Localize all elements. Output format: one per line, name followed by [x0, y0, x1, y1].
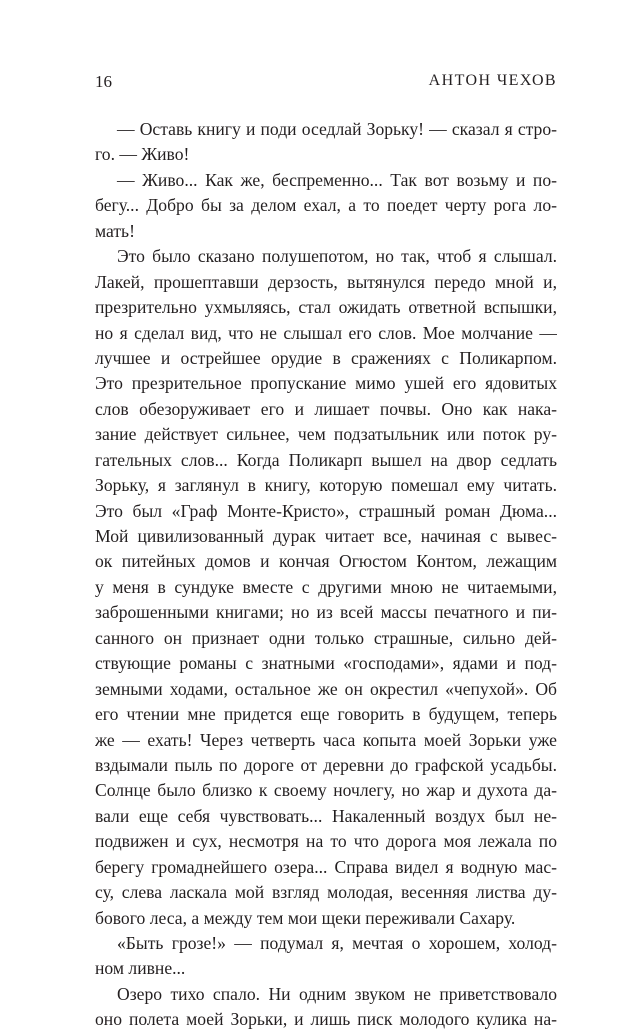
text-line: санного он признает одни только страшные, сильно дей- — [95, 627, 557, 648]
text-line: подвижен и сух, несмотря на то что дорога моя лежала по — [95, 831, 557, 852]
text-line: но я сделал вид, что не слышал его слов. Мое молчание — — [95, 322, 557, 343]
page-header — [95, 72, 557, 96]
text-line: ок питейных домов и кончая Огюстом Контом, лежащим — [95, 551, 557, 572]
text-line: мать! — [95, 220, 135, 241]
text-line: Солнце было близко к своему ночлегу, но жар и духота да- — [95, 780, 557, 801]
text-line: оно полета моей Зорьки, и лишь писк молодого кулика на- — [95, 1009, 557, 1030]
text-line: «Быть грозе!» — подумал я, мечтая о хорошем, холод- — [117, 933, 557, 953]
text-line: — Живо... Как же, беспременно... Так вот возьму и по- — [117, 169, 557, 190]
text-line: презрительно ухмыляясь, стал ожидать ответной вспышки, — [95, 297, 557, 318]
text-line: Это презрительное пропускание мимо ушей его ядовитых — [95, 373, 557, 394]
text-line: — Оставь книгу и поди оседлай Зорьку! — сказал я стро- — [117, 119, 557, 139]
text-line: вали еще себя чувствовать... Накаленный воздух был не- — [95, 805, 557, 826]
body-text — [95, 117, 557, 1033]
text-line: ствующие романы с знатными «господами», ядами и под- — [95, 653, 557, 674]
text-line: зание действует сильнее, чем подзатыльник или поток ру- — [95, 424, 557, 445]
text-line: го. — Живо! — [95, 144, 190, 165]
text-line: гательных слов... Когда Поликарп вышел на двор седлать — [95, 449, 557, 470]
text-line: Это было сказано полушепотом, но так, чтоб я слышал. — [117, 246, 557, 267]
text-line: берегу громаднейшего озера... Справа видел я водную мас- — [95, 856, 557, 877]
running-title: АНТОН ЧЕХОВ — [428, 72, 557, 89]
text-line: Лакей, прошептавши дерзость, вытянулся передо мной и, — [95, 271, 557, 292]
text-line: бегу... Добро бы за делом ехал, а то поедет черту рога ло- — [95, 195, 557, 216]
text-line: бового леса, а между тем мои щеки переживали Сахару. — [95, 907, 516, 928]
text-line: Мой цивилизованный дурак читает все, начиная с вывес- — [95, 526, 557, 546]
text-line: Озеро тихо спало. Ни одним звуком не приветствовало — [117, 983, 557, 1004]
text-line: слов обезоруживает его и лишает почвы. Оно как нака- — [95, 398, 557, 419]
page-number: 16 — [95, 72, 112, 91]
text-line: Зорьку, я заглянул в книгу, которую помешал ему читать. — [95, 475, 557, 496]
text-line: вздымали пыль по дороге от деревни до графской усадьбы. — [95, 754, 557, 775]
text-line: Это был «Граф Монте-Кристо», страшный роман Дюма... — [95, 500, 557, 521]
text-line: земными ходами, остальное же он окрестил «чепухой». Об — [95, 678, 557, 699]
text-line: ном ливне... — [95, 958, 186, 979]
text-line: лучшее и острейшее орудие в сражениях с Поликарпом. — [95, 347, 557, 368]
text-line: же — ехать! Через четверть часа копыта моей Зорьки уже — [95, 729, 557, 750]
text-line: су, слева ласкала мой взгляд молодая, весенняя листва ду- — [95, 882, 557, 903]
text-line: у меня в сундуке вместе с другими мною не читаемыми, — [95, 576, 557, 597]
text-line: его чтении мне придется еще говорить в будущем, теперь — [95, 704, 557, 725]
text-line: заброшенными книгами; но из всей массы печатного и пи- — [95, 602, 557, 623]
